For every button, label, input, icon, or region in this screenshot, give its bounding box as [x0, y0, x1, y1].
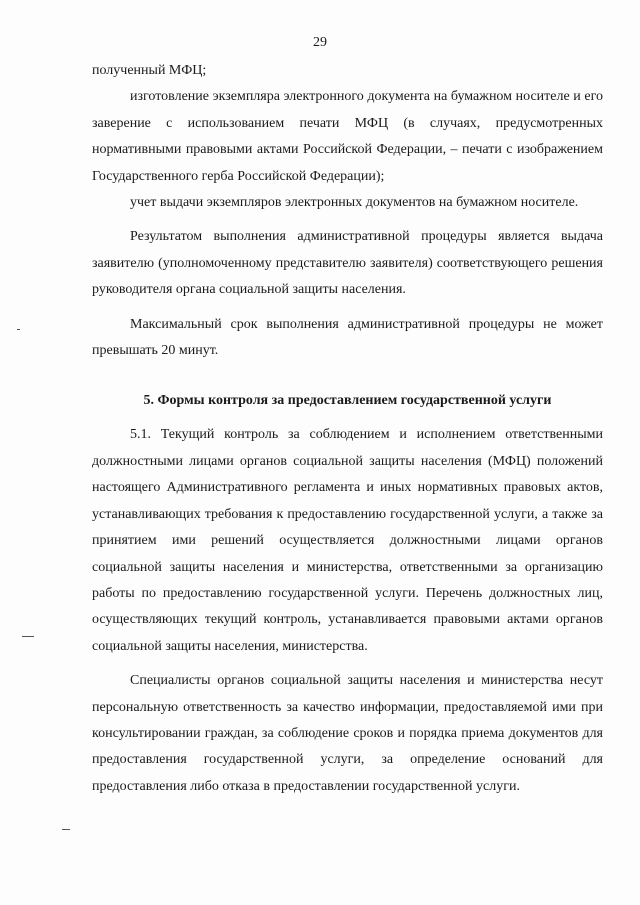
scan-mark — [62, 829, 70, 830]
scan-mark — [17, 329, 20, 330]
page-number: 29 — [313, 35, 327, 50]
paragraph-paper-copy: изготовление экземпляра электронного документа на бумажном носителе и его заверение с использованием печати МФЦ (в случаях, предусмотренных нормативными правовыми актами Российской Федерации, – печати с изображением Государственного герба Российской Федерации); — [92, 89, 603, 184]
paragraph-received-mfc: полученный МФЦ; — [92, 63, 207, 78]
paragraph-specialists-responsibility: Специалисты органов социальной защиты населения и министерства несут персональную ответственность за качество информации, предоставляемой ими при консультировании граждан, за соблюдение сроков и порядка приема документов для предоставления государственной услуги, за определение оснований для предоставления либо отказа в предоставлении государственной услуги. — [92, 673, 603, 794]
paragraph-issue-accounting: учет выдачи экземпляров электронных документов на бумажном носителе. — [130, 195, 579, 211]
document-body — [92, 58, 603, 800]
section-heading: 5. Формы контроля за предоставлением государственной услуги — [143, 393, 552, 409]
paragraph-procedure-result: Результатом выполнения административной процедуры является выдача заявителю (уполномоченному представителю заявителя) соответствующего решения руководителя органа социальной защиты населения. — [92, 229, 603, 298]
paragraph-current-control: 5.1. Текущий контроль за соблюдением и исполнением ответственными должностными лицами органов социальной защиты населения (МФЦ) положений настоящего Административного регламента и иных нормативных правовых актов, устанавливающих требования к предоставлению государственной услуги, а также за принятием ими решений осуществляется должностными лицами органов социальной защиты населения и министерства, ответственными за организацию работы по предоставлению государственной услуги. Перечень должностных лиц, осуществляющих текущий контроль, устанавливается правовыми актами органов социальной защиты населения, министерства. — [92, 427, 603, 654]
scan-mark — [22, 636, 34, 637]
paragraph-max-duration: Максимальный срок выполнения административной процедуры не может превышать 20 минут. — [92, 316, 603, 359]
